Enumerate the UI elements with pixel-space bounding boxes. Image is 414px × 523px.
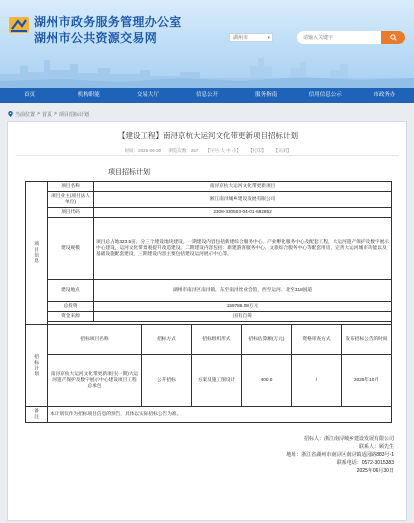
signature-contact: 联系人：顾先生 [358, 444, 394, 450]
article-meta [8, 148, 408, 154]
breadcrumb-label: 当前位置 [15, 111, 36, 118]
cell-amount: 400.0 [242, 354, 292, 406]
article-title: 【建设工程】南浔京杭大运河文化带更新项目招标计划 [118, 131, 298, 140]
label-location: 建设地点 [48, 279, 94, 301]
site-header [0, 0, 414, 88]
label-funding: 资金来源 [48, 311, 94, 321]
label-investment: 总投资 [48, 301, 94, 311]
print-button[interactable]: 【打印】 [248, 148, 267, 153]
header-publish-time: 发布招标公告的时间 [342, 324, 392, 354]
cell-tender-name: 南浔京杭大运河文化带更新项目(一期)大运河遗产保护及数字展示中心建设项目工程总承包 [48, 354, 142, 406]
font-size-control[interactable]: 【字号 大 中 小】 [205, 148, 241, 153]
cell-tender-method: 公开招标 [142, 354, 192, 406]
nav-item-functions[interactable]: 机构职能 [77, 92, 100, 98]
value-investment: 159786.08万元 [94, 301, 392, 311]
search-button[interactable] [381, 31, 405, 44]
signature-tenderer: 招标人：浙江南浔城乡建设发展有限公司 [303, 436, 394, 442]
breadcrumb-current[interactable]: 项目招标计划 [58, 111, 89, 118]
value-project-name: 南浔京杭大运河文化带更新项目 [94, 182, 392, 192]
header-tender-name: 招标项目名称 [48, 324, 142, 354]
value-scale: 项目总占地323.5亩，分三个建设地块建设。一期建设内容包括新建综合服务中心、产业孵化服务中心及配套工程，大运河遗产保护及数字展示中心建设，运河文化带景观提升改造建设。二期建设内容包括：新建游客服务中心、文旅综合服务中心等配套用房，完善大运河城市功能以及基础设施配套建设，三期建设内容主要包括建设运河展示中心等。 [94, 217, 392, 279]
value-remark: 本计划仅作为招标项目信息的预告，具体以实际招标公告为准。 [48, 406, 392, 422]
article-views: 浏览次数：257 [168, 148, 199, 153]
header-tender-method: 招标方式 [142, 324, 192, 354]
main-nav [0, 88, 414, 103]
signature-phone: 联系电话：0572-3015383 [336, 460, 394, 466]
label-project-code: 项目代码 [48, 207, 94, 217]
value-location: 湖州市南浔区南浔镇，东至南浔丝业会馆，西至运河、北至318国道 [94, 279, 392, 301]
header-amount: 招标估算额(万元) [242, 324, 292, 354]
breadcrumb-separator: > [53, 111, 57, 117]
breadcrumb-separator: > [37, 111, 40, 117]
value-project-code: 2308-330503-04-01-682852 [94, 207, 392, 217]
nav-item-home[interactable]: 首页 [24, 92, 36, 98]
cell-content: 方案及施工图设计 [192, 354, 242, 406]
signature-address: 地址：浙江省湖州市南浔区南浔镇适园路883号-1 [286, 452, 394, 458]
nav-item-credit-info[interactable]: 信用信息公示 [308, 92, 342, 98]
nav-item-service-guide[interactable]: 服务指南 [255, 92, 278, 98]
signature-date: 2025年06月30日 [356, 468, 394, 474]
value-funding: 国有自筹 [94, 311, 392, 321]
divider [16, 155, 399, 156]
cell-qualification: / [292, 354, 342, 406]
nav-item-gov-office[interactable]: 市政务办 [373, 92, 396, 98]
site-logo-icon[interactable] [8, 14, 30, 36]
article-date: 时间：2025-06-30 [124, 148, 162, 153]
value-owner: 浙江南浔城乡建设发展有限公司 [94, 192, 392, 208]
search-box [297, 31, 405, 44]
cell-publish-time: 2025年10月 [342, 354, 392, 406]
section-tender-plan: 招标计划 [26, 324, 48, 406]
site-name-line2: 湖州市公共资源交易网 [34, 31, 158, 45]
city-select[interactable] [229, 33, 273, 42]
header-qualification: 资格审查方式 [292, 324, 342, 354]
close-button[interactable]: 【关闭】 [273, 148, 292, 153]
nav-item-trading-hall[interactable]: 交易大厅 [136, 92, 159, 98]
label-remark: 备注 [26, 406, 48, 422]
section-project-info: 项目信息 [26, 182, 48, 325]
header-org-form: 招标组织形式 [192, 324, 242, 354]
search-input[interactable] [303, 33, 373, 42]
location-pin-icon [8, 111, 13, 117]
plan-table [25, 181, 392, 423]
breadcrumb [8, 110, 89, 118]
city-select-value: 湖州市 [233, 35, 249, 41]
nav-item-disclosure[interactable]: 信息公开 [195, 92, 218, 98]
label-owner: 项目业主(项目法人单位) [48, 192, 94, 208]
label-project-name: 项目名称 [48, 182, 94, 192]
article-card [7, 121, 407, 521]
breadcrumb-home[interactable]: 首页 [41, 111, 52, 118]
doc-title: 项目招标计划 [108, 169, 150, 176]
search-icon [390, 34, 397, 41]
label-scale: 建设规模 [48, 217, 94, 279]
site-name-line1: 湖州市政务服务管理办公室 [34, 15, 182, 29]
city-skyline-banner [0, 48, 414, 88]
chevron-down-icon: ▾ [267, 35, 270, 41]
